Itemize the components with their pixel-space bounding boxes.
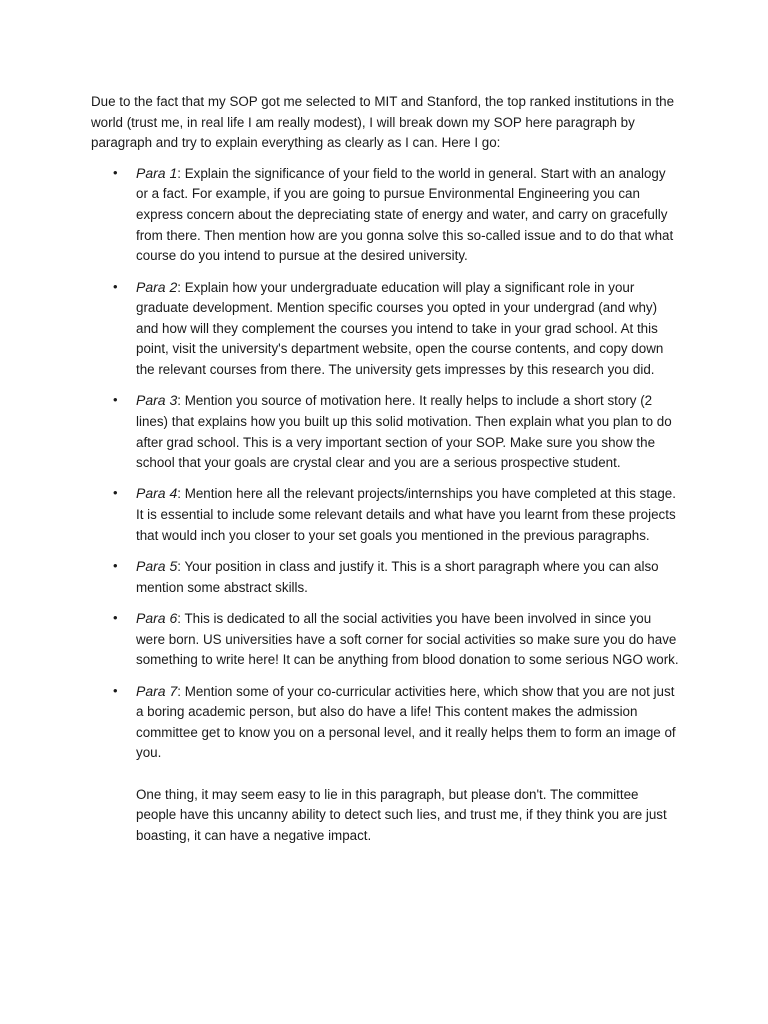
para-colon: : bbox=[177, 683, 181, 699]
para-text: Explain the significance of your field to the world in general. Start with an analogy or a fact. For example, if you are going to pursue Environmental Engineering you can express concern about the depreciating state of energy and water, and carry on gracefully from there. Then mention how are you gonna solve this so-called issue and to do that what course do you intend to pursue at the desired university. bbox=[136, 165, 674, 264]
para-label: Para 5 bbox=[136, 558, 178, 575]
para-colon: : bbox=[177, 279, 181, 295]
para-text: This is dedicated to all the social activities you have been involved in since you were born. US universities have a soft corner for social activities so make sure you do have something to write here! It can be anything from blood donation to some serious NGO work. bbox=[136, 611, 679, 668]
para-colon: : bbox=[177, 393, 181, 409]
para-label: Para 7 bbox=[136, 682, 178, 699]
para-colon: : bbox=[177, 165, 181, 181]
list-item-para-5 bbox=[91, 556, 681, 598]
para-text: Mention you source of motivation here. It really helps to include a short story (2 lines) that explains how you built up this solid motivation. Then explain what you plan to do after grad school. This is a very important section of your SOP. Make sure you show the school that your goals are crystal clear and you are a serious prospective student. bbox=[136, 393, 672, 471]
para-text: Mention some of your co-curricular activities here, which show that you are not just a boring academic person, but also do have a life! This content makes the admission committee get to know you on a personal level, and it really helps them to form an image of you. bbox=[136, 683, 676, 761]
para-colon: : bbox=[177, 611, 181, 627]
para-label: Para 4 bbox=[136, 485, 178, 502]
para-label: Para 2 bbox=[136, 278, 178, 295]
para-7-extra-paragraph: One thing, it may seem easy to lie in this paragraph, but please don't. The committee people have this uncanny ability to detect such lies, and trust me, if they think you are just boasting, it can have a negative impact. bbox=[136, 786, 667, 843]
bullet-icon: • bbox=[113, 682, 118, 698]
intro-paragraph: Due to the fact that my SOP got me selected to MIT and Stanford, the top ranked institutions in the world (trust me, in real life I am really modest), I will break down my SOP here paragraph by paragraph and try to explain everything as clearly as I can. Here I go: bbox=[91, 94, 675, 151]
list-item-para-7 bbox=[91, 681, 681, 847]
list-item-para-2 bbox=[91, 277, 681, 381]
para-list bbox=[91, 163, 681, 847]
bullet-icon: • bbox=[113, 558, 118, 574]
list-item-para-3 bbox=[91, 390, 681, 473]
bullet-icon: • bbox=[113, 485, 118, 501]
bullet-icon: • bbox=[113, 610, 118, 626]
para-text: Your position in class and justify it. This is a short paragraph where you can also mention some abstract skills. bbox=[136, 559, 659, 595]
para-colon: : bbox=[177, 559, 181, 575]
para-text: Explain how your undergraduate education will play a significant role in your graduate development. Mention specific courses you opted in your undergrad (and why) and how will they complement the courses you intend to take in your grad school. At this point, visit the university's department website, open the course contents, and copy down the relevant courses from there. The university gets impresses by this research you did. bbox=[136, 279, 664, 377]
bullet-icon: • bbox=[113, 278, 118, 294]
document-page bbox=[91, 92, 681, 856]
list-item-para-6 bbox=[91, 608, 681, 671]
bullet-icon: • bbox=[113, 392, 118, 408]
para-colon: : bbox=[177, 486, 181, 502]
bullet-icon: • bbox=[113, 164, 118, 180]
list-item-para-1 bbox=[91, 163, 681, 267]
para-label: Para 6 bbox=[136, 610, 178, 627]
para-label: Para 3 bbox=[136, 392, 178, 409]
list-item-para-4 bbox=[91, 483, 681, 546]
para-text: Mention here all the relevant projects/internships you have completed at this stage. It is essential to include some relevant details and what have you learnt from these projects that would inch you closer to your set goals you mentioned in the previous paragraphs. bbox=[136, 486, 676, 543]
para-label: Para 1 bbox=[136, 164, 178, 181]
